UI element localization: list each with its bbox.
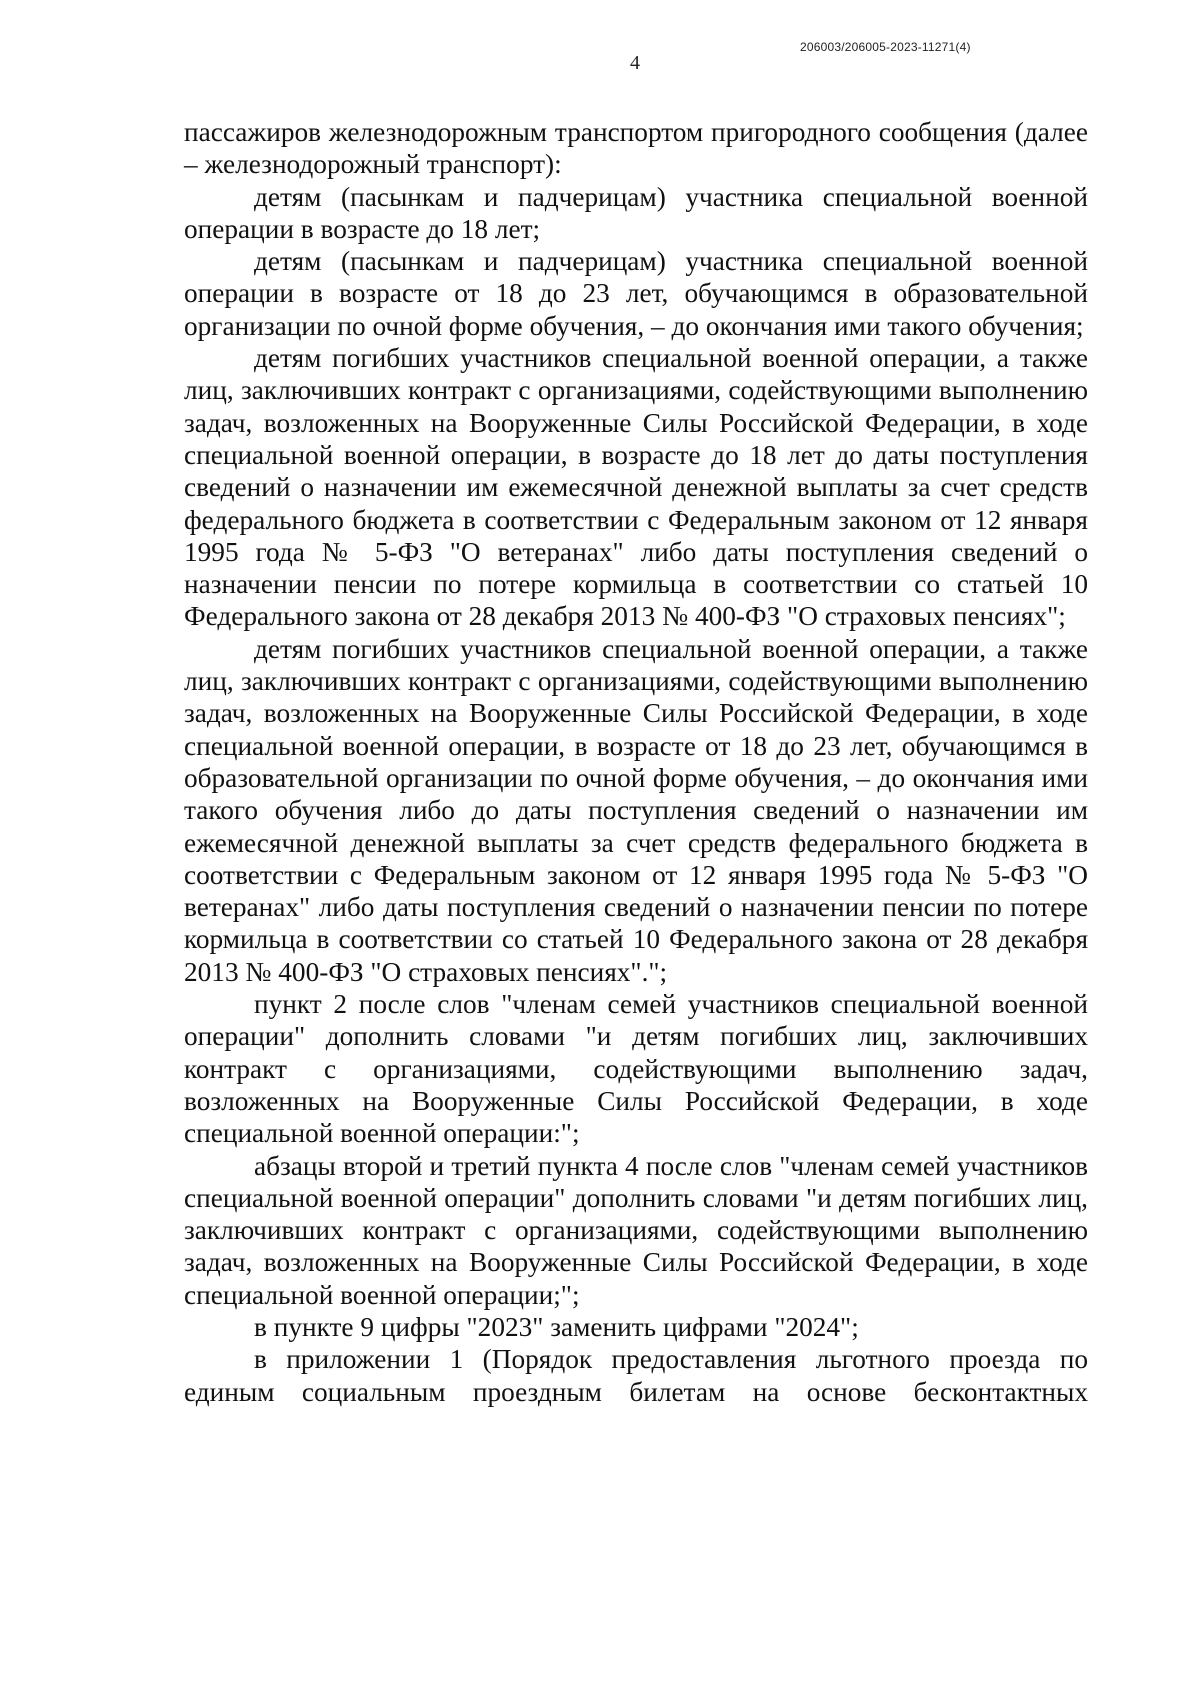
paragraph-appendix-1-amendment: в приложении 1 (Порядок предоставления льготного проезда по единым социальным проездным билетам на основе бесконтактных — [184, 1344, 1088, 1407]
paragraph-children-deceased-under-18: детям погибших участников специальной военной операции, а также лиц, заключивших контракт с организациями, содействующими выполнению задач, возложенных на Вооруженные Силы Российской Федерации, в ходе специальной военной операции, в возрасте до 18 лет до даты поступления сведений о назначении им ежемесячной денежной выплаты за счет средств федерального бюджета в соответствии с Федеральным законом от 12 января 1995 года № 5-ФЗ "О ветеранах" либо даты поступления сведений о назначении пенсии по потере кормильца в соответствии со статьей 10 Федерального закона от 28 декабря 2013 № 400-ФЗ "О страховых пенсиях"; — [184, 343, 1088, 632]
paragraph-item-2-amendment: пункт 2 после слов "членам семей участников специальной военной операции" дополнить словами "и детям погибших лиц, заключивших контракт с организациями, содействующими выполнению задач, возложенных на Вооруженные Силы Российской Федерации, в ходе специальной военной операции:"; — [184, 989, 1088, 1149]
paragraph-continuation: пассажиров железнодорожным транспортом пригородного сообщения (далее – железнодорожный транспорт): — [184, 117, 1088, 180]
document-registration-number: 206003/206005-2023-11271(4) — [800, 40, 971, 54]
paragraph-item-4-amendment: абзацы второй и третий пункта 4 после слов "членам семей участников специальной военной операции" дополнить словами "и детям погибших лиц, заключивших контракт с организациями, содействующими выполнению задач, возложенных на Вооруженные Силы Российской Федерации, в ходе специальной военной операции;"; — [184, 1150, 1088, 1310]
paragraph-stepchildren-18-23: детям (пасынкам и падчерицам) участника специальной военной операции в возрасте от 18 до 23 лет, обучающимся в образовательной организации по очной форме обучения, – до окончания ими такого обучения; — [184, 246, 1088, 341]
paragraph-children-deceased-18-23: детям погибших участников специальной военной операции, а также лиц, заключивших контракт с организациями, содействующими выполнению задач, возложенных на Вооруженные Силы Российской Федерации, в ходе специальной военной операции, в возрасте от 18 до 23 лет, обучающимся в образовательной организации по очной форме обучения, – до окончания ими такого обучения либо до даты поступления сведений о назначении им ежемесячной денежной выплаты за счет средств федерального бюджета в соответствии с Федеральным законом от 12 января 1995 года № 5-ФЗ "О ветеранах" либо даты поступления сведений о назначении пенсии по потере кормильца в соответствии со статьей 10 Федерального закона от 28 декабря 2013 № 400-ФЗ "О страховых пенсиях"."; — [184, 633, 1088, 987]
paragraph-item-9-amendment: в пункте 9 цифры "2023" заменить цифрами "2024"; — [254, 1311, 859, 1342]
paragraph-stepchildren-under-18: детям (пасынкам и падчерицам) участника специальной военной операции в возрасте до 18 лет; — [184, 181, 1088, 244]
document-body — [184, 116, 1088, 1408]
page-number: 4 — [630, 52, 640, 74]
